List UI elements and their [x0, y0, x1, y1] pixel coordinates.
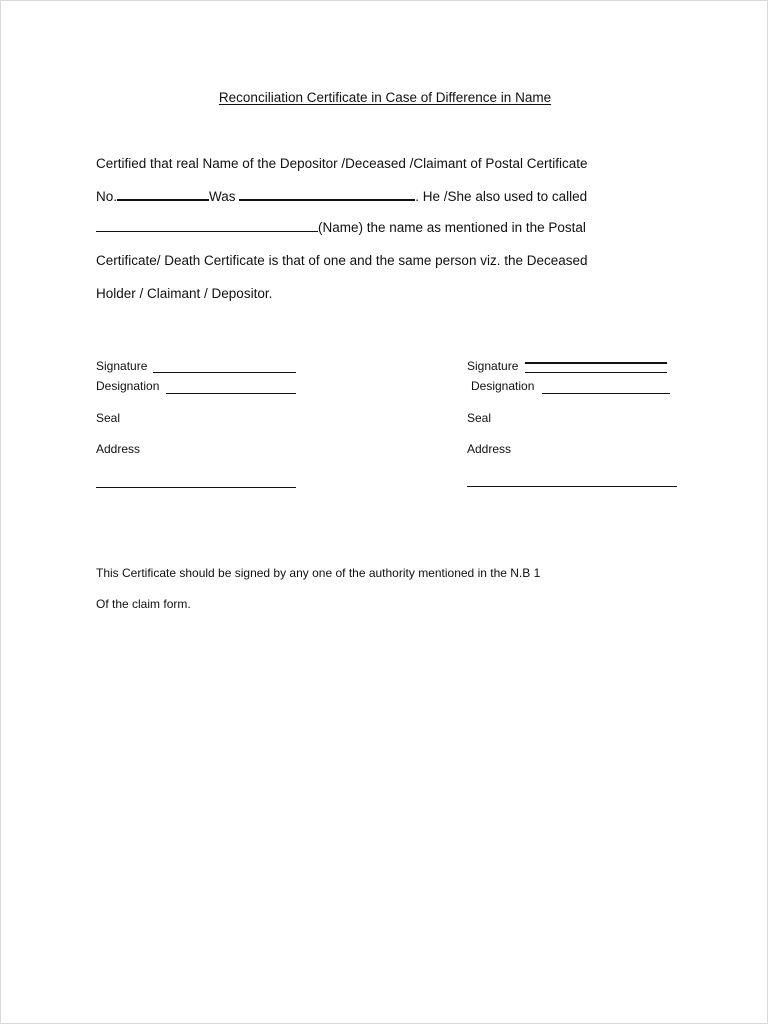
also-called-text: . He /She also used to called	[415, 189, 588, 204]
right-designation-line[interactable]	[542, 393, 670, 394]
right-signature-upper-line	[525, 362, 667, 364]
left-address-line[interactable]	[96, 487, 296, 488]
document-title	[1, 90, 768, 105]
right-signature-label: Signature	[467, 359, 519, 373]
certificate-no-label: No.	[96, 189, 118, 204]
left-designation-row	[96, 379, 159, 393]
alias-name-blank[interactable]	[96, 220, 318, 232]
right-signature-block	[467, 359, 682, 499]
certificate-number-blank[interactable]	[117, 188, 209, 201]
right-address-label: Address	[467, 442, 512, 456]
paragraph-line-2	[96, 188, 587, 204]
right-signature-row	[467, 359, 518, 373]
name-mentioned-text: (Name) the name as mentioned in the Postal	[318, 220, 586, 235]
paragraph-line-5: Holder / Claimant / Depositor.	[96, 286, 273, 301]
left-designation-line[interactable]	[166, 393, 296, 394]
left-signature-row	[96, 359, 147, 373]
right-address-line[interactable]	[467, 486, 677, 487]
left-signature-block	[96, 359, 306, 499]
left-designation-label: Designation	[96, 379, 160, 393]
left-address-label: Address	[96, 442, 141, 456]
paragraph-line-1: Certified that real Name of the Depositor /Deceased /Claimant of Postal Certificate	[96, 156, 588, 171]
paragraph-line-3	[96, 220, 586, 235]
right-designation-row	[471, 379, 534, 393]
right-designation-label: Designation	[471, 379, 535, 393]
document-title-text: Reconciliation Certificate in Case of Difference in Name	[218, 90, 552, 105]
paragraph-line-4: Certificate/ Death Certificate is that of one and the same person viz. the Deceased	[96, 253, 588, 268]
right-seal-label: Seal	[467, 411, 492, 425]
left-seal-label: Seal	[96, 411, 121, 425]
right-signature-line[interactable]	[525, 372, 667, 373]
note-line-2: Of the claim form.	[96, 597, 191, 611]
left-signature-line[interactable]	[153, 372, 296, 373]
was-label: Was	[209, 189, 236, 204]
real-name-blank[interactable]	[239, 188, 415, 201]
note-line-1: This Certificate should be signed by any one of the authority mentioned in the N.B 1	[96, 566, 541, 580]
left-signature-label: Signature	[96, 359, 148, 373]
